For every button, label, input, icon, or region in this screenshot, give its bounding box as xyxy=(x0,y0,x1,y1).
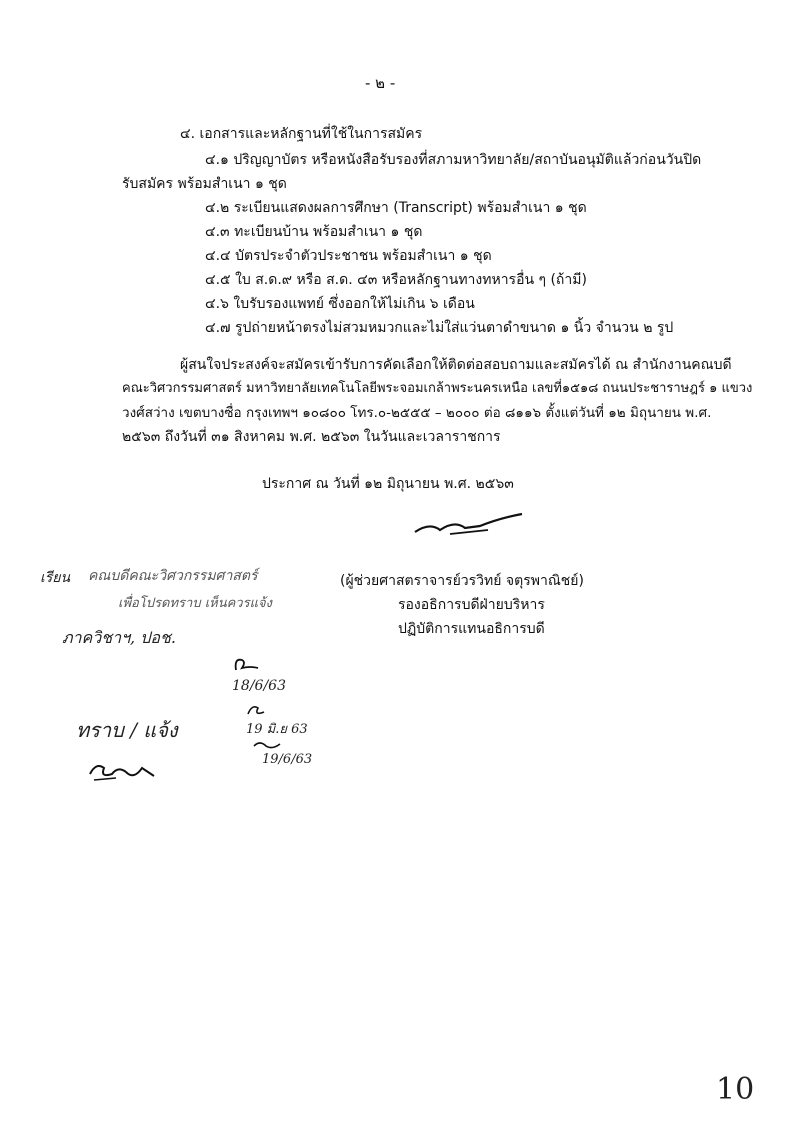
item-4-4: ๔.๔ บัตรประจำตัวประชาชน พร้อมสำเนา ๑ ชุด xyxy=(205,248,492,264)
initials-mark-3 xyxy=(252,738,282,752)
handwritten-note-departments: ภาควิชาฯ, ปอช. xyxy=(62,628,176,647)
contact-line-4: ๒๕๖๓ ถึงวันที่ ๓๑ สิงหาคม พ.ศ. ๒๕๖๓ ในวันและเวลาราชการ xyxy=(122,429,501,445)
page-number: - ๒ - xyxy=(365,74,396,92)
contact-line-3: วงศ์สว่าง เขตบางซื่อ กรุงเทพฯ ๑๐๘๐๐ โทร.๐-๒๕๕๕ – ๒๐๐๐ ต่อ ๘๑๑๖ ตั้งแต่วันที่ ๑๒ มิถุนายน พ.ศ. xyxy=(122,405,712,421)
handwritten-page-mark: 10 xyxy=(716,1072,755,1107)
handwritten-date-1: 18/6/63 xyxy=(232,678,286,694)
item-4-1-line2: รับสมัคร พร้อมสำเนา ๑ ชุด xyxy=(122,176,287,192)
signatory-position-1: รองอธิการบดีฝ่ายบริหาร xyxy=(398,597,545,613)
item-4-1-line1: ๔.๑ ปริญญาบัตร หรือหนังสือรับรองที่สภามหาวิทยาลัย/สถาบันอนุมัติแล้วก่อนวันปิด xyxy=(205,152,702,168)
item-4-3: ๔.๓ ทะเบียนบ้าน พร้อมสำเนา ๑ ชุด xyxy=(205,224,423,240)
handwritten-approval: ทราบ / แจ้ง xyxy=(76,718,178,742)
initials-mark-2 xyxy=(244,700,268,722)
signatory-position-2: ปฏิบัติการแทนอธิการบดี xyxy=(398,621,545,637)
signature-mark xyxy=(410,510,530,540)
section-heading: ๔. เอกสารและหลักฐานที่ใช้ในการสมัคร xyxy=(180,126,423,142)
item-4-6: ๔.๖ ใบรับรองแพทย์ ซึ่งออกให้ไม่เกิน ๖ เดือน xyxy=(205,296,475,312)
announcement-date: ประกาศ ณ วันที่ ๑๒ มิถุนายน พ.ศ. ๒๕๖๓ xyxy=(262,476,514,492)
handwritten-note-purpose: เพื่อโปรดทราบ เห็นควรแจ้ง xyxy=(118,596,272,611)
item-4-5: ๔.๕ ใบ ส.ด.๙ หรือ ส.ด. ๔๓ หรือหลักฐานทางทหารอื่น ๆ (ถ้ามี) xyxy=(205,272,587,288)
handwritten-note-to: คณบดีคณะวิศวกรรมศาสตร์ xyxy=(88,568,258,584)
approver-signature xyxy=(86,756,158,786)
handwritten-note-label: เรียน xyxy=(40,570,71,586)
contact-line-1: ผู้สนใจประสงค์จะสมัครเข้ารับการคัดเลือกให้ติดต่อสอบถามและสมัครได้ ณ สำนักงานคณบดี xyxy=(180,357,732,373)
signatory-name: (ผู้ช่วยศาสตราจารย์วรวิทย์ จตุรพาณิชย์) xyxy=(340,573,584,589)
item-4-7: ๔.๗ รูปถ่ายหน้าตรงไม่สวมหมวกและไม่ใส่แว่นตาดำขนาด ๑ นิ้ว จำนวน ๒ รูป xyxy=(205,320,674,336)
contact-line-2: คณะวิศวกรรมศาสตร์ มหาวิทยาลัยเทคโนโลยีพระจอมเกล้าพระนครเหนือ เลขที่๑๕๑๘ ถนนประชาราษฎร์ ๑ แขวง xyxy=(122,381,753,396)
handwritten-date-2: 19 มิ.ย 63 xyxy=(246,722,308,737)
handwritten-date-3: 19/6/63 xyxy=(262,752,313,767)
initials-mark-1 xyxy=(232,654,262,676)
item-4-2: ๔.๒ ระเบียนแสดงผลการศึกษา (Transcript) พร้อมสำเนา ๑ ชุด xyxy=(205,200,587,216)
